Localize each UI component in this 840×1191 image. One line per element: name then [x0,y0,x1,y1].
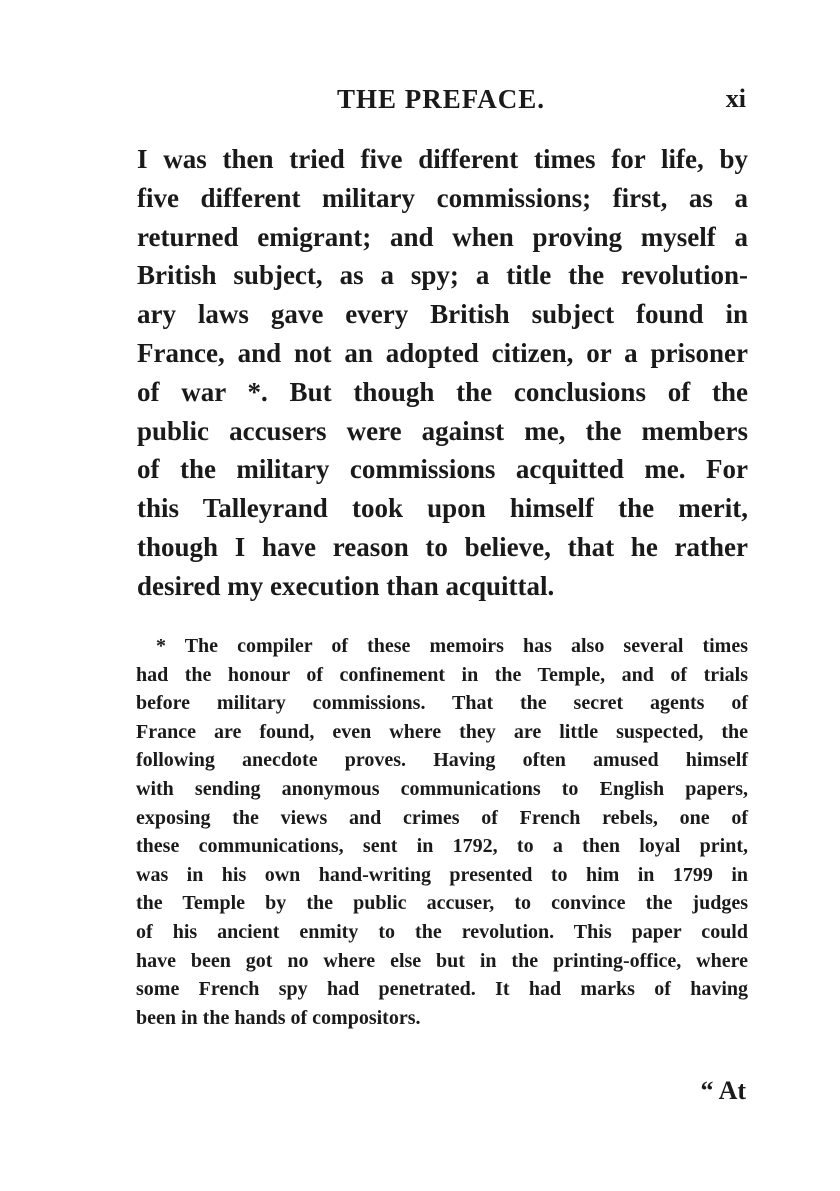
body-line: though I have reason to believe, that he rather [137,531,748,562]
footnote-line: of his ancient enmity to the revolution. This paper could [136,920,748,943]
running-head: THE PREFACE. [336,84,545,114]
body-line: of war *. But though the conclusions of the [137,376,748,407]
catchword: “ At [700,1076,746,1105]
body-line: returned emigrant; and when proving myself a [137,221,748,252]
body-line: I was then tried five different times for life, by [137,144,748,174]
body-line: British subject, as a spy; a title the revolution- [137,260,748,291]
body-line: of the military commissions acquitted me. For [137,454,748,485]
body-line: five different military commissions; first, as a [137,182,748,213]
footnote-line: * The compiler of these memoirs has also several times [156,635,748,657]
footnote-line: France are found, even where they are little suspected, the [136,720,748,743]
footnote-line: have been got no where else but in the printing-office, where [136,949,748,972]
page-number: xi [725,84,746,113]
footnote-line: the Temple by the public accuser, to convince the judges [136,892,748,915]
main-text [137,140,748,606]
body-line: public accusers were against me, the members [137,415,748,446]
footnote-line: these communications, sent in 1792, to a then loyal print, [136,835,748,858]
footnote-line: exposing the views and crimes of French rebels, one of [136,806,748,829]
footnote-line: with sending anonymous communications to English papers, [136,777,748,800]
body-line: this Talleyrand took upon himself the merit, [137,493,748,524]
footnote-line: had the honour of confinement in the Temple, and of trials [136,663,748,686]
footnote-line: following anecdote proves. Having often amused himself [136,749,748,772]
footnote-line: before military commissions. That the secret agents of [136,692,748,715]
body-line: France, and not an adopted citizen, or a prisoner [137,337,748,368]
body-line: desired my execution than acquittal. [137,570,555,601]
footnote [136,632,748,1032]
page-header [136,84,746,124]
footnote-line: been in the hands of compositors. [136,1006,421,1029]
footnote-line: was in his own hand-writing presented to him in 1799 in [136,863,748,886]
body-line: ary laws gave every British subject found in [137,299,748,330]
footnote-line: some French spy had penetrated. It had marks of having [136,978,748,1001]
